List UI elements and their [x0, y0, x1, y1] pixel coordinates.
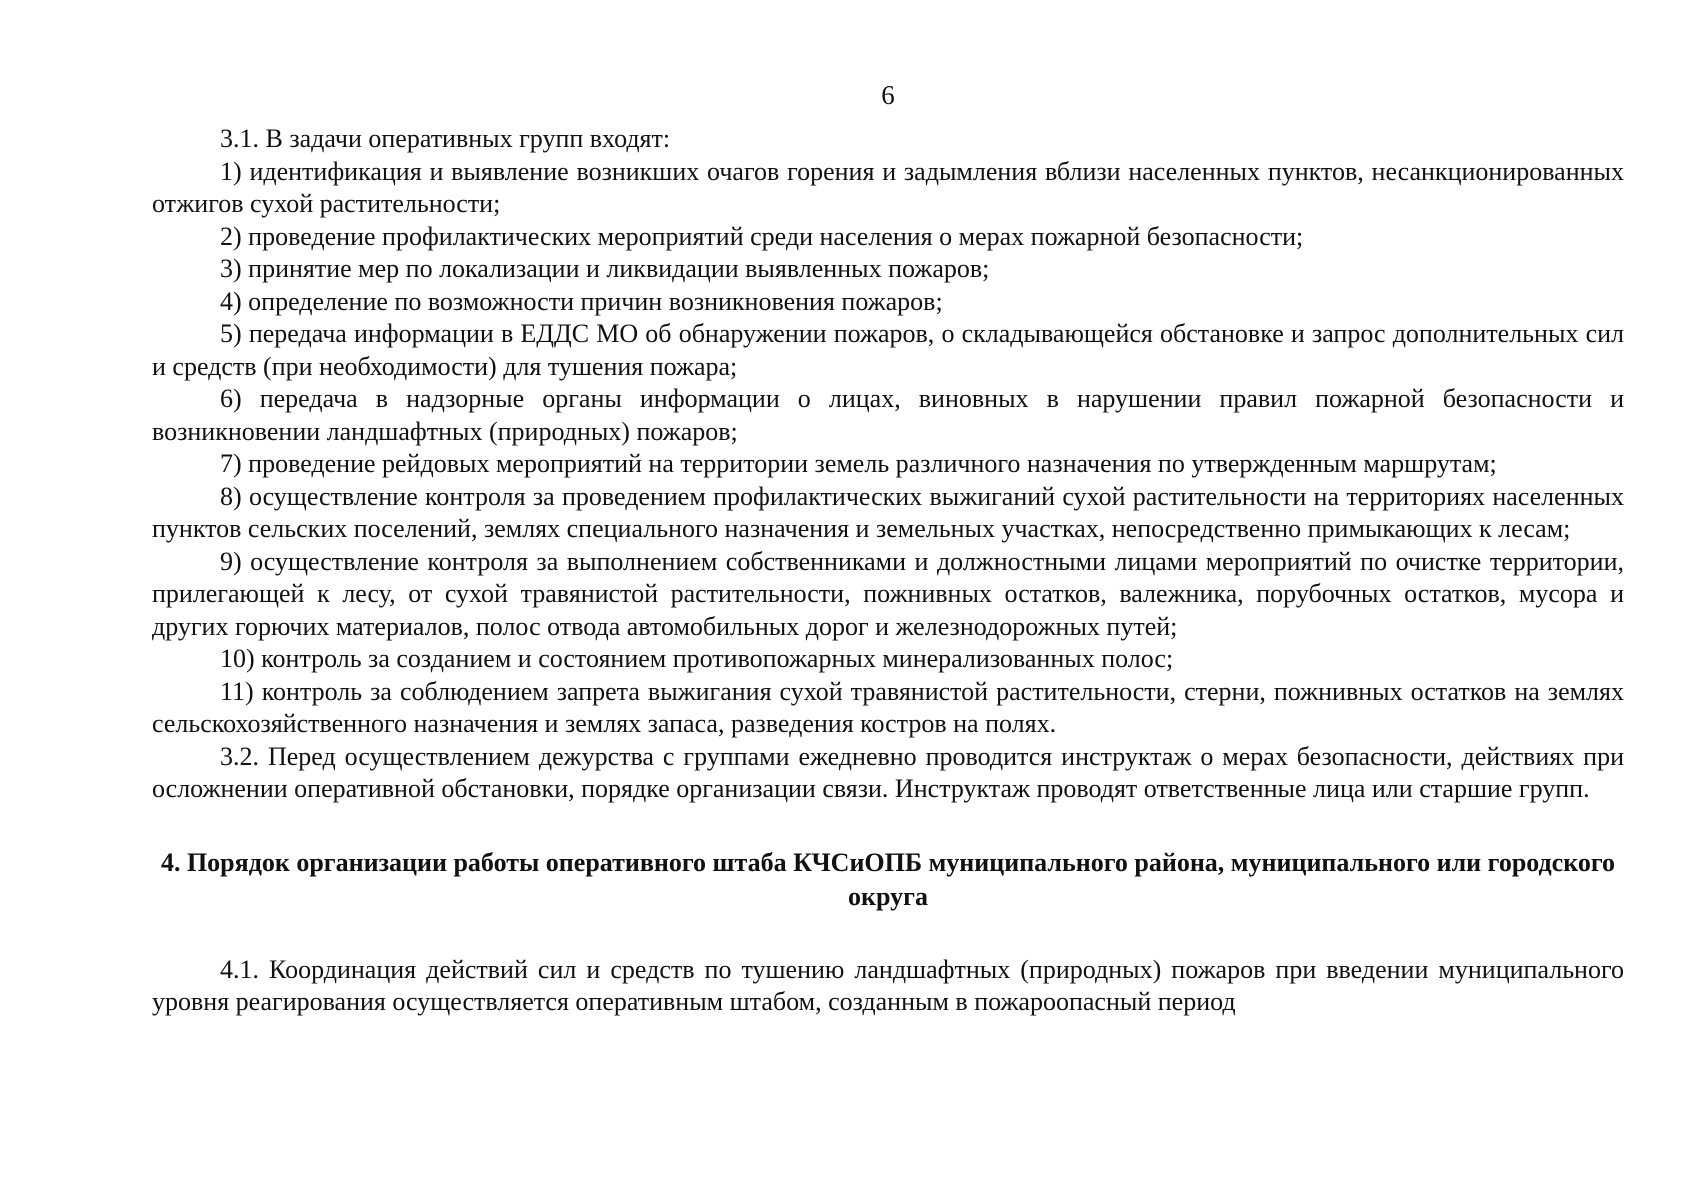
paragraph-3-1: 3.1. В задачи оперативных групп входят: — [220, 124, 671, 153]
page-number: 6 — [881, 80, 895, 110]
list-item-3: 3) принятие мер по локализации и ликвидации выявленных пожаров; — [220, 254, 990, 283]
list-item-9: 9) осуществление контроля за выполнением собственниками и должностными лицами мероприятий по очистке территории, прилегающей к лесу, от сухой травянистой растительности, пожнивных остатков, валежника, порубочных остатков, мусора и других горючих материалов, полос отвода автомобильных дорог и железнодорожных путей; — [152, 546, 1624, 641]
list-item-7: 7) проведение рейдовых мероприятий на территории земель различного назначения по утвержденным маршрутам; — [220, 449, 1497, 478]
list-item-11: 11) контроль за соблюдением запрета выжигания сухой травянистой растительности, стерни, пожнивных остатков на землях сельскохозяйственного назначения и землях запаса, разведения костров на полях. — [152, 676, 1624, 738]
list-item-10: 10) контроль за созданием и состоянием противопожарных минерализованных полос; — [220, 644, 1174, 673]
section-4-heading: 4. Порядок организации работы оперативного штаба КЧСиОПБ муниципального района, муниципального или городского округа — [160, 847, 1616, 911]
section-4-body — [152, 954, 1624, 1019]
section-3-body — [152, 123, 1624, 806]
list-item-2: 2) проведение профилактических мероприятий среди населения о мерах пожарной безопасности; — [220, 221, 1304, 251]
list-item-1: 1) идентификация и выявление возникших очагов горения и задымления вблизи населенных пунктов, несанкционированных отжигов сухой растительности; — [152, 156, 1624, 218]
document-page — [152, 78, 1624, 1019]
paragraph-3-2: 3.2. Перед осуществлением дежурства с группами ежедневно проводится инструктаж о мерах безопасности, действиях при осложнении оперативной обстановки, порядке организации связи. Инструктаж проводят ответственные лица или старшие групп. — [152, 741, 1624, 803]
list-item-8: 8) осуществление контроля за проведением профилактических выжиганий сухой растительности на территориях населенных пунктов сельских поселений, землях специального назначения и земельных участках, непосредственно примыкающих к лесам; — [152, 481, 1624, 543]
list-item-4: 4) определение по возможности причин возникновения пожаров; — [220, 286, 943, 316]
list-item-6: 6) передача в надзорные органы информации о лицах, виновных в нарушении правил пожарной безопасности и возникновении ландшафтных (природных) пожаров; — [152, 384, 1624, 446]
list-item-5: 5) передача информации в ЕДДС МО об обнаружении пожаров, о складывающейся обстановке и запрос дополнительных сил и средств (при необходимости) для тушения пожара; — [152, 319, 1624, 381]
paragraph-4-1: 4.1. Координация действий сил и средств по тушению ландшафтных (природных) пожаров при введении муниципального уровня реагирования осуществляется оперативным штабом, созданным в пожароопасный период — [152, 954, 1624, 1016]
